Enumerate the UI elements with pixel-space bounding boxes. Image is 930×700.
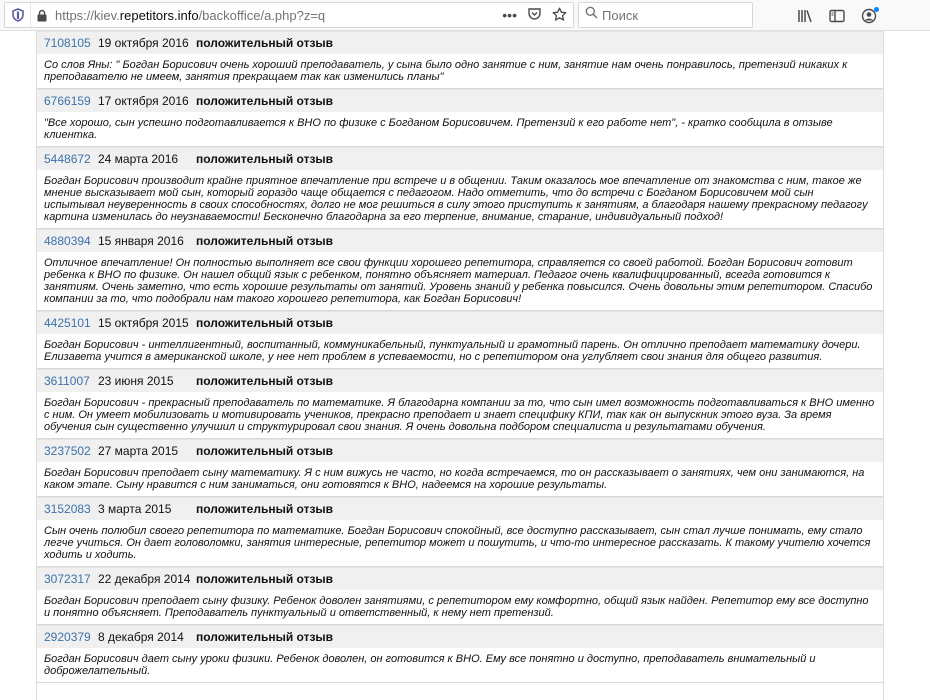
review-date: 15 октября 2015 [98, 316, 189, 330]
search-icon [585, 6, 598, 24]
url-domain: repetitors.info [119, 7, 199, 23]
review-type: положительный отзыв [196, 94, 334, 108]
search-bar[interactable] [578, 2, 753, 28]
review-type: положительный отзыв [196, 152, 334, 166]
search-input[interactable] [602, 8, 742, 23]
review-text: Отличное впечатление! Он полностью выполняет все свои функции хорошего репетитора, справляется со своей работой. Богдан Борисович готовит ребенка к ВНО по физике. Он нашел общий язык с ребенком, понятно объясняет материал. Педагог очень квалифицированный, всегда готовится к занятиям. Очень заметно, что есть хорошие результаты от занятий. Уровень знаний у ребенка повысился. Очень довольны этим репетитором. Спасибо компании за то, что подобрали нам такого хорошего репетитора, как Богдан Борисович! [37, 252, 883, 310]
review-date: 8 декабря 2014 [98, 630, 184, 644]
review-text: Со слов Яны: " Богдан Борисович очень хороший преподаватель, у сына было одно занятие с ним, занятие нам очень понравилось, претензий никаких к преподавателю не имеем, занятия прекращаем так как изменились планы" [37, 54, 883, 88]
sidebar-icon[interactable] [828, 7, 846, 25]
review-type: положительный отзыв [196, 234, 334, 248]
review-date: 15 января 2016 [98, 234, 184, 248]
review-text: "Все хорошо, сын успешно подготавливается к ВНО по физике с Богданом Борисовичем. Претензий к его работе нет", - кратко сообщила в отзыве клиентка. [37, 112, 883, 146]
review-item [37, 497, 883, 567]
review-id-link[interactable]: 2920379 [44, 630, 91, 644]
review-item [37, 567, 883, 625]
review-type: положительный отзыв [196, 444, 334, 458]
review-text: Богдан Борисович производит крайне приятное впечатление при встрече и в общении. Таким оказалось мое впечатление от знакомства с ним, такое же мнение высказывает мой сын, который гораздо чаще общается с педагогом. Надо отметить, что до встречи с Богданом Борисовичем мой сын испытывал неуверенность в своих способностях, долго не мог решиться в силу этого приступить к занятиям, а благодаря нашему прекрасному педагогу картина изменилась до неузнаваемости! Бесконечно благодарна за его терпение, внимание, старание, индивидуальный подход! [37, 170, 883, 228]
review-date: 22 декабря 2014 [98, 572, 191, 586]
review-header [37, 369, 883, 392]
review-header [37, 439, 883, 462]
url-prefix: https://kiev. [55, 7, 120, 23]
review-text: Богдан Борисович дает сыну уроки физики. Ребенок доволен, он готовится к ВНО. Ему все понятно и доступно, преподаватель внимательный и доброжелательный. [37, 648, 883, 682]
review-id-link[interactable]: 4880394 [44, 234, 91, 248]
review-date: 19 октября 2016 [98, 36, 189, 50]
review-header [37, 229, 883, 252]
review-header [37, 31, 883, 54]
review-id-link[interactable]: 3611007 [44, 374, 90, 388]
review-type: положительный отзыв [196, 374, 334, 388]
url-path: /backoffice/a.php?z=q [198, 7, 326, 23]
review-type: положительный отзыв [196, 630, 334, 644]
review-item [37, 369, 883, 439]
review-type: положительный отзыв [196, 316, 334, 330]
review-header [37, 567, 883, 590]
review-id-link[interactable]: 5448672 [44, 152, 91, 166]
url-bar[interactable] [4, 2, 574, 28]
review-header [37, 89, 883, 112]
review-item [37, 89, 883, 147]
review-id-link[interactable]: 3072317 [44, 572, 91, 586]
review-header [37, 311, 883, 334]
review-item [37, 147, 883, 229]
review-type: положительный отзыв [196, 36, 334, 50]
review-text: Богдан Борисович - интеллигентный, воспитанный, коммуникабельный, пунктуальный и грамотный парень. Он отлично преподает математику дочери. Елизавета учится в американской школе, у нее нет проблем в успеваемости, но с репетитором она углубляет свои знания для общего развития. [37, 334, 883, 368]
review-id-link[interactable]: 3152083 [44, 502, 91, 516]
review-text: Богдан Борисович - прекрасный преподаватель по математике. Я благодарна компании за то, что сын имел возможность подготавливаться к ВНО именно с ним. Он умеет мобилизовать и мотивировать учеников, прекрасно преподает и знает специфику КПИ, так как он выпускник этого вуза. За время обучения сын существенно улучшил и структурировал свои знания. Я очень довольна подбором специалиста и результатами обучения. [37, 392, 883, 438]
review-item [37, 31, 883, 89]
browser-toolbar [0, 0, 930, 31]
tracking-protection-icon[interactable] [5, 3, 31, 27]
review-item [37, 439, 883, 497]
review-date: 24 марта 2016 [98, 152, 179, 166]
url-text[interactable] [53, 8, 325, 23]
review-item [37, 229, 883, 311]
bookmark-star-icon[interactable] [552, 7, 567, 24]
review-header [37, 625, 883, 648]
review-item [37, 625, 883, 683]
library-icon[interactable] [796, 7, 814, 25]
review-header [37, 497, 883, 520]
review-type: положительный отзыв [196, 572, 334, 586]
page-actions-icon[interactable]: ••• [502, 7, 517, 23]
review-id-link[interactable]: 6766159 [44, 94, 91, 108]
notification-dot [874, 7, 879, 12]
review-date: 23 июня 2015 [98, 374, 174, 388]
review-header [37, 147, 883, 170]
review-id-link[interactable]: 7108105 [44, 36, 91, 50]
review-id-link[interactable]: 3237502 [44, 444, 91, 458]
review-id-link[interactable]: 4425101 [44, 316, 91, 330]
review-item [37, 311, 883, 369]
pocket-icon[interactable] [527, 7, 542, 23]
reviews-list [36, 31, 884, 700]
account-icon[interactable] [860, 7, 878, 25]
review-text: Сын очень полюбил своего репетитора по математике. Богдан Борисович спокойный, все доступно рассказывает, сын стал лучше понимать, ему стало легче учиться. Он дает головоломки, занятия интересные, репетитор может и пошутить, и что-то интересное рассказать. К такому учителю хочется ходить и ходить. [37, 520, 883, 566]
review-date: 17 октября 2016 [98, 94, 189, 108]
review-date: 3 марта 2015 [98, 502, 172, 516]
lock-icon[interactable] [31, 9, 53, 22]
review-text: Богдан Борисович преподает сыну математику. Я с ним вижусь не часто, но когда встречаемся, то он рассказывает о занятиях, чем они занимаются, на каком этапе. Сыну нравится с ним заниматься, они готовятся к ВНО, надеемся на хорошие результаты. [37, 462, 883, 496]
review-type: положительный отзыв [196, 502, 334, 516]
review-date: 27 марта 2015 [98, 444, 179, 458]
review-text: Богдан Борисович преподает сыну физику. Ребенок доволен занятиями, с репетитором ему комфортно, общий язык найден. Репетитор ему все доступно и понятно объясняет. Преподаватель пунктуальный и ответственный, к нему нет претензий. [37, 590, 883, 624]
